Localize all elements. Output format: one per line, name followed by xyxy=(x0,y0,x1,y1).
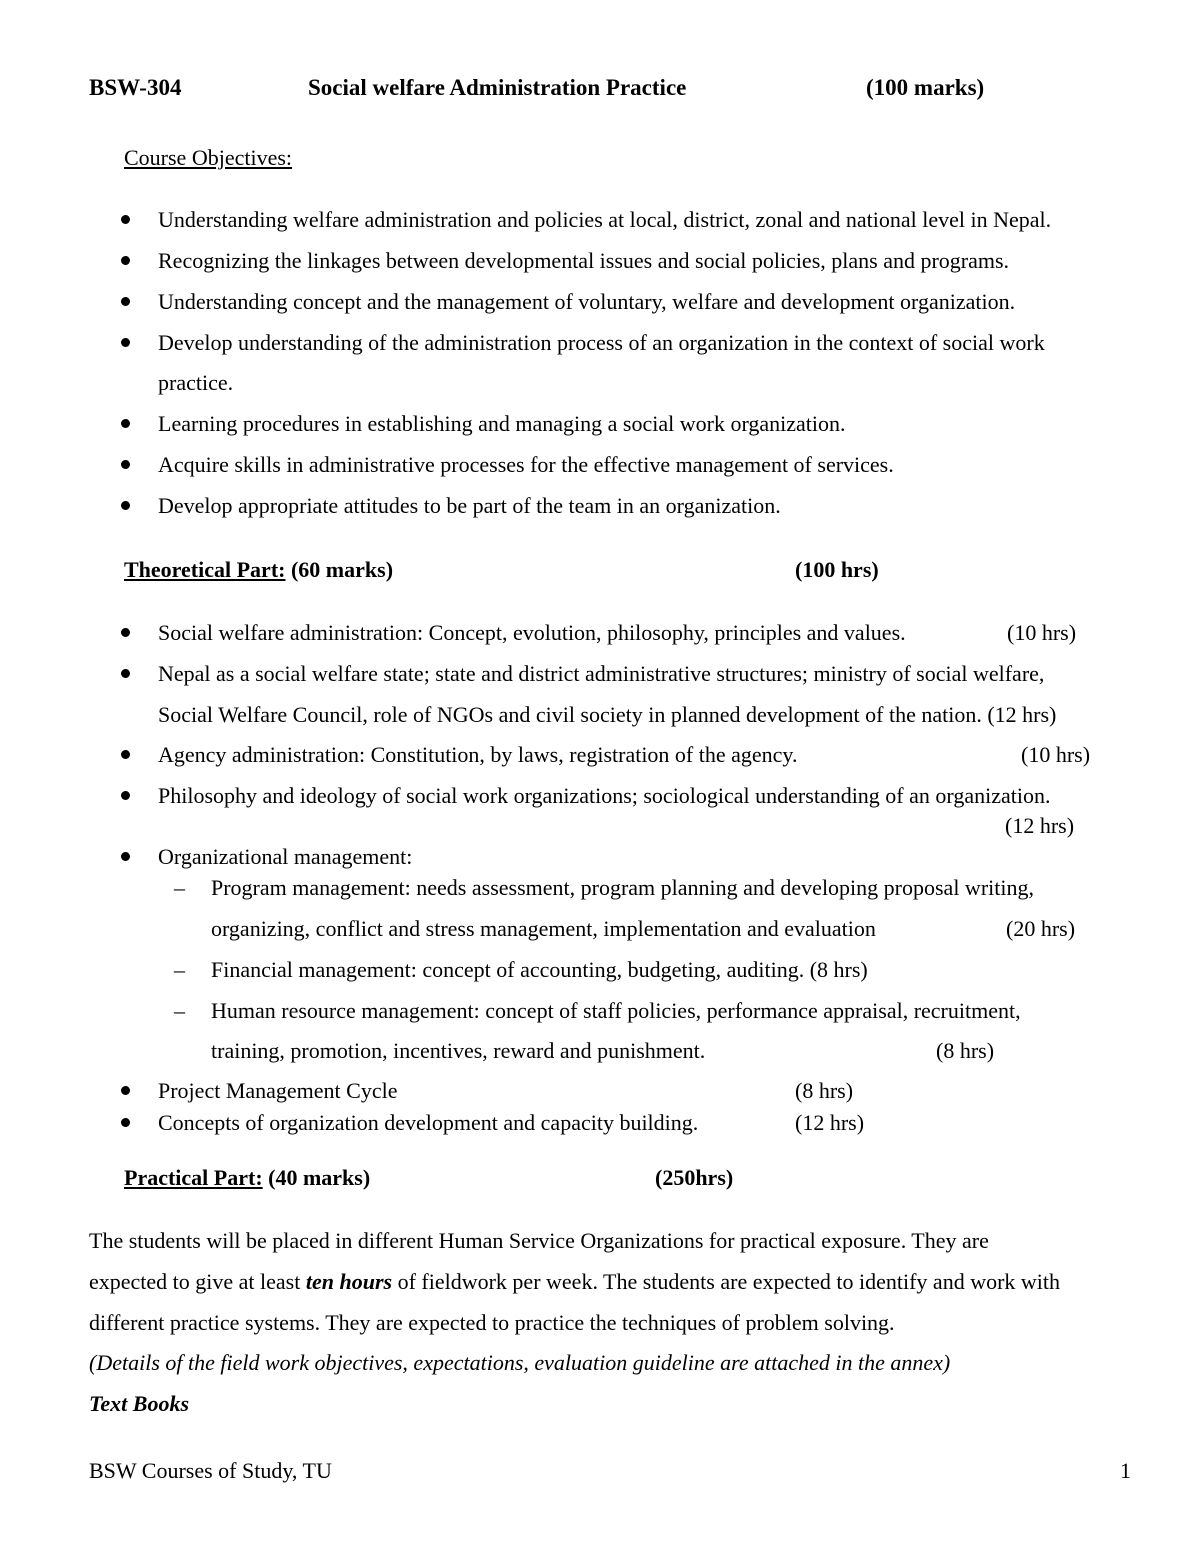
item-hours: (12 hrs) xyxy=(1005,813,1075,838)
bullet-icon xyxy=(121,750,130,759)
practical-marks: (40 marks) xyxy=(268,1165,371,1190)
page-number: 1 xyxy=(1120,1458,1131,1483)
course-title: Social welfare Administration Practice xyxy=(308,75,687,100)
bullet-icon xyxy=(121,669,130,678)
bullet-icon xyxy=(121,215,130,224)
emphasis-ten-hours: ten hours xyxy=(305,1269,393,1294)
theory-marks: (60 marks) xyxy=(290,557,394,582)
list-item: Understanding concept and the management of voluntary, welfare and development organization. xyxy=(158,289,1016,314)
course-marks: (100 marks) xyxy=(866,75,985,100)
bullet-icon xyxy=(121,852,130,861)
list-item: Develop appropriate attitudes to be part of the team in an organization. xyxy=(158,493,781,518)
sub-list-item-continuation: training, promotion, incentives, reward and punishment. xyxy=(211,1038,706,1063)
practical-heading: Practical Part: xyxy=(124,1165,263,1190)
list-item: Social welfare administration: Concept, evolution, philosophy, principles and values. xyxy=(158,620,906,645)
item-hours: (20 hrs) xyxy=(1006,916,1076,941)
list-item: Learning procedures in establishing and managing a social work organization. xyxy=(158,411,846,436)
bullet-icon xyxy=(121,460,130,469)
sub-list-item: Human resource management: concept of staff policies, performance appraisal, recruitment, xyxy=(211,998,1021,1023)
practical-paragraph-line: different practice systems. They are expected to practice the techniques of problem solving. xyxy=(89,1310,895,1335)
item-hours: (8 hrs) xyxy=(795,1078,854,1103)
list-item: Concepts of organization development and capacity building. xyxy=(158,1110,699,1135)
item-hours: (10 hrs) xyxy=(1007,620,1077,645)
theory-heading: Theoretical Part: xyxy=(124,557,286,582)
list-item-continuation: Social Welfare Council, role of NGOs and civil society in planned development of the nation. (12 hrs) xyxy=(158,702,1057,727)
list-item: Philosophy and ideology of social work organizations; sociological understanding of an organization. xyxy=(158,783,1051,808)
list-item: Project Management Cycle xyxy=(158,1078,398,1103)
list-item: Recognizing the linkages between developmental issues and social policies, plans and programs. xyxy=(158,248,1010,273)
paragraph-text: expected to give at least xyxy=(89,1269,306,1294)
course-code: BSW-304 xyxy=(89,75,182,100)
practical-heading-row xyxy=(124,1158,370,1198)
footer-text: BSW Courses of Study, TU xyxy=(89,1458,332,1483)
theory-heading-row xyxy=(124,550,393,590)
dash-icon: – xyxy=(174,957,185,982)
bullet-icon xyxy=(121,338,130,347)
dash-icon: – xyxy=(174,998,185,1023)
sub-list-item-continuation: organizing, conflict and stress management, implementation and evaluation xyxy=(211,916,876,941)
list-item: Understanding welfare administration and policies at local, district, zonal and national level in Nepal. xyxy=(158,207,1052,232)
bullet-icon xyxy=(121,791,130,800)
sub-list-item: Financial management: concept of accounting, budgeting, auditing. (8 hrs) xyxy=(211,957,868,982)
practical-paragraph-line: The students will be placed in different Human Service Organizations for practical exposure. They are xyxy=(89,1228,989,1253)
dash-icon: – xyxy=(174,875,185,900)
practical-paragraph-line xyxy=(89,1262,1060,1302)
bullet-icon xyxy=(121,628,130,637)
bullet-icon xyxy=(121,1086,130,1095)
list-item: Agency administration: Constitution, by laws, registration of the agency. xyxy=(158,742,798,767)
item-hours: (12 hrs) xyxy=(795,1110,865,1135)
item-hours: (10 hrs) xyxy=(1021,742,1091,767)
theory-hours: (100 hrs) xyxy=(795,557,879,582)
paragraph-text: of fieldwork per week. The students are expected to identify and work with xyxy=(392,1269,1061,1294)
practical-hours: (250hrs) xyxy=(655,1165,734,1190)
item-hours: (8 hrs) xyxy=(936,1038,995,1063)
bullet-icon xyxy=(121,297,130,306)
list-item: Develop understanding of the administration process of an organization in the context of social work xyxy=(158,330,1045,355)
sub-list-item: Program management: needs assessment, program planning and developing proposal writing, xyxy=(211,875,1034,900)
objectives-heading: Course Objectives: xyxy=(124,145,293,170)
text-books-heading: Text Books xyxy=(89,1391,190,1416)
bullet-icon xyxy=(121,1118,130,1127)
list-item: Organizational management: xyxy=(158,844,413,869)
list-item: Nepal as a social welfare state; state and district administrative structures; ministry of social welfare, xyxy=(158,661,1045,686)
bullet-icon xyxy=(121,256,130,265)
bullet-icon xyxy=(121,501,130,510)
list-item: Acquire skills in administrative processes for the effective management of services. xyxy=(158,452,894,477)
list-item-continuation: practice. xyxy=(158,370,234,395)
bullet-icon xyxy=(121,419,130,428)
annex-note: (Details of the field work objectives, expectations, evaluation guideline are attached in the annex) xyxy=(89,1350,951,1375)
